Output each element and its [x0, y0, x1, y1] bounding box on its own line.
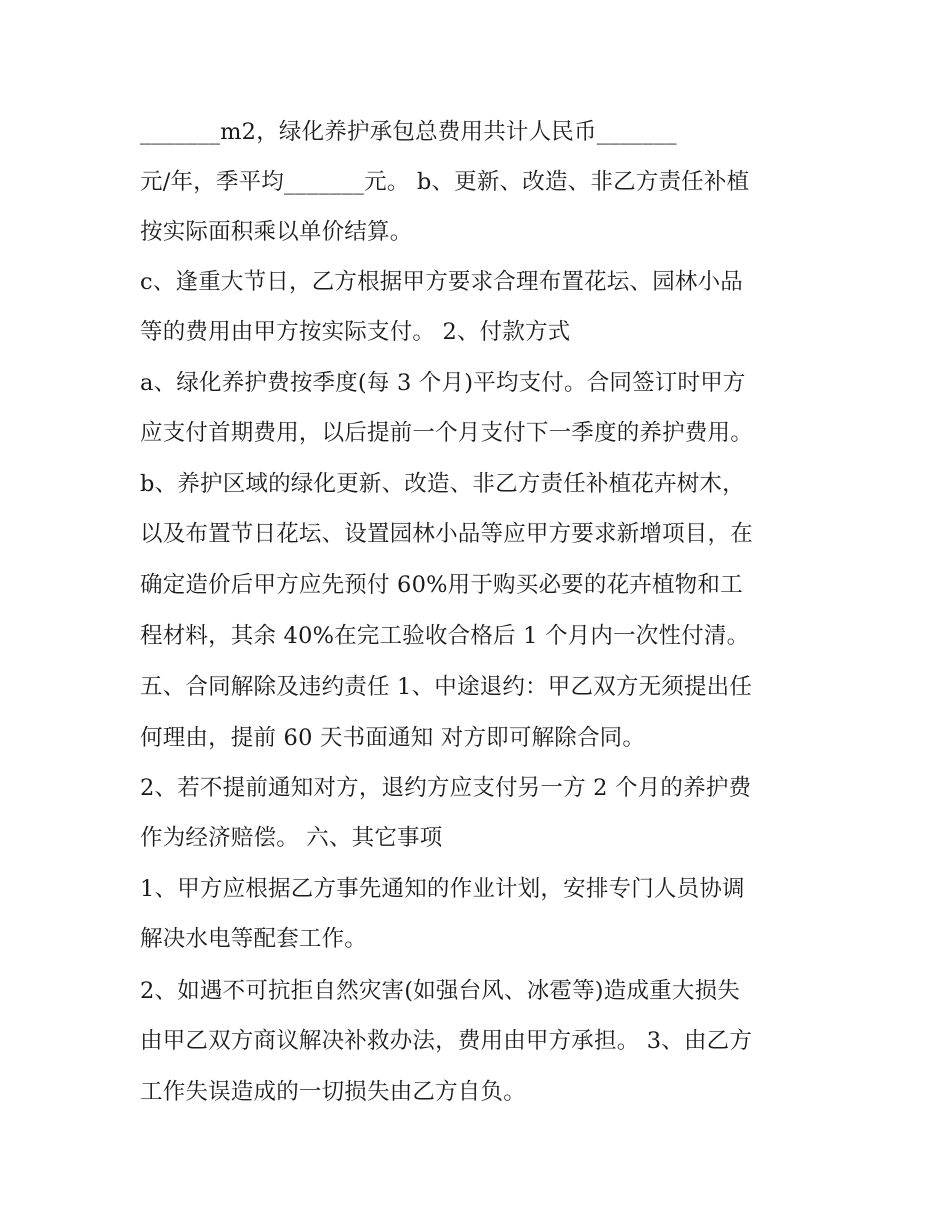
text-line: 确定造价后甲方应先预付 60%用于购买必要的花卉植物和工 [140, 572, 743, 598]
text-line: 2、如遇不可抗拒自然灾害(如强台风、冰雹等)造成重大损失 [140, 978, 740, 1004]
text-line: 1、甲方应根据乙方事先通知的作业计划，安排专门人员协调 [140, 876, 745, 902]
text-line: 何理由，提前 60 天书面通知 对方即可解除合同。 [140, 725, 646, 751]
text-line: a、绿化养护费按季度(每 3 个月)平均支付。合同签订时甲方 [140, 370, 746, 396]
text-line: b、养护区域的绿化更新、改造、非乙方责任补植花卉树木， [140, 471, 745, 497]
text-line: 五、合同解除及违约责任 1、中途退约：甲乙双方无须提出任 [140, 674, 753, 700]
text-line: 2、若不提前通知对方，退约方应支付另一方 2 个月的养护费 [140, 775, 752, 801]
text-line: 按实际面积乘以单价结算。 [140, 219, 413, 245]
text-line: 应支付首期费用，以后提前一个月支付下一季度的养护费用。 [140, 420, 753, 446]
text-line: c、逢重大节日，乙方根据甲方要求合理布置花坛、园林小品 [140, 269, 744, 295]
text-line: 以及布置节日花坛、设置园林小品等应甲方要求新增项目，在 [140, 521, 753, 547]
text-line: 元/年，季平均_______元。 b、更新、改造、非乙方责任补植 [140, 169, 750, 195]
text-line: 解决水电等配套工作。 [140, 926, 368, 952]
text-line: _______m2，绿化养护承包总费用共计人民币_______ [140, 119, 677, 145]
text-line: 等的费用由甲方按实际支付。 2、付款方式 [140, 319, 571, 345]
text-line: 工作失误造成的一切损失由乙方自负。 [140, 1079, 526, 1105]
text-line: 程材料，其余 40%在完工验收合格后 1 个月内一次性付清。 [140, 623, 750, 649]
text-line: 由甲乙双方商议解决补救办法，费用由甲方承担。 3、由乙方 [140, 1028, 753, 1054]
text-line: 作为经济赔偿。 六、其它事项 [140, 825, 443, 851]
